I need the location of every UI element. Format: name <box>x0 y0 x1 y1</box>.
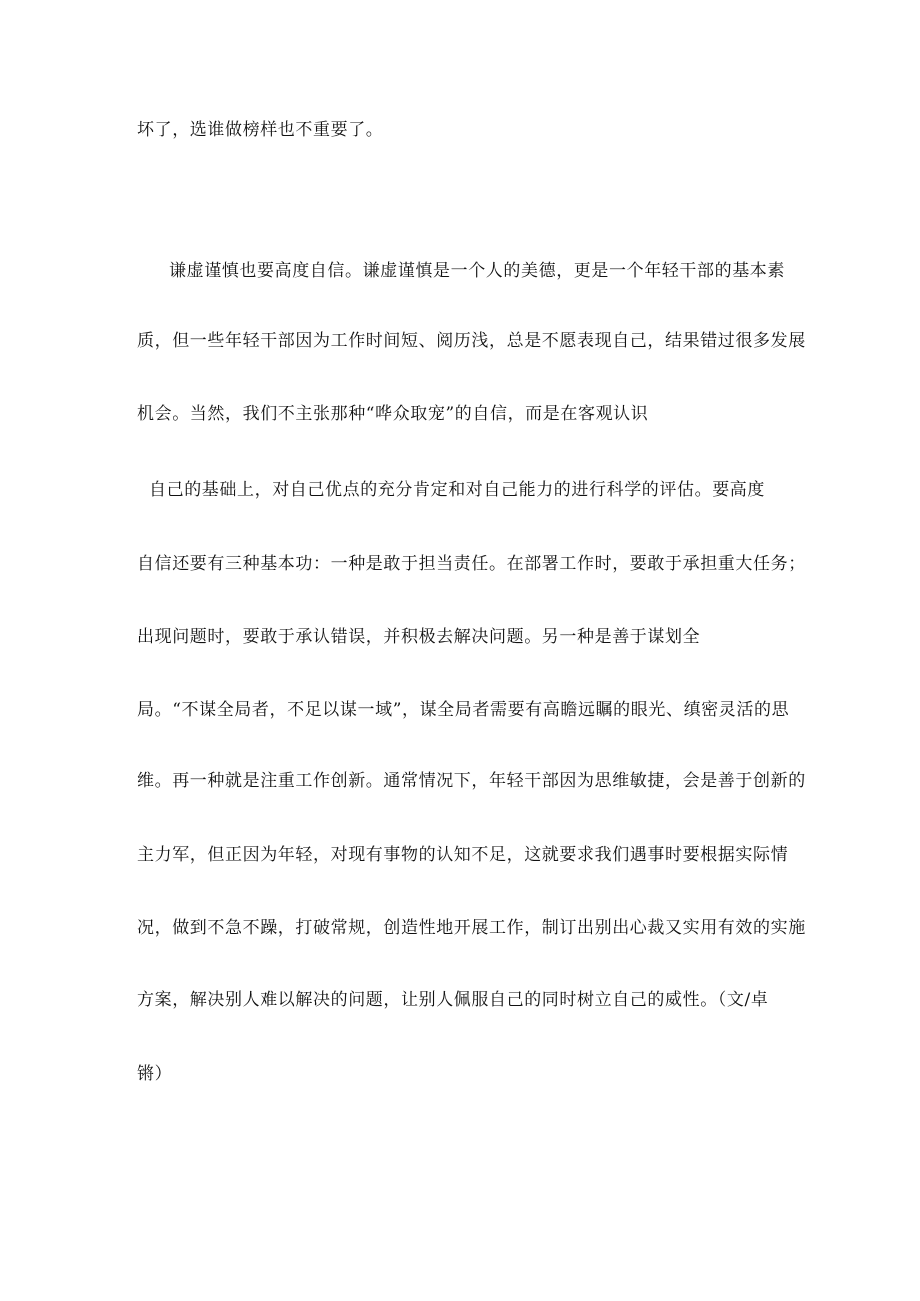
text-line: 局。“不谋全局者，不足以谋一域”，谋全局者需要有高瞻远瞩的眼光、缜密灵活的思 <box>137 700 790 720</box>
text-line: 质，但一些年轻干部因为工作时间短、阅历浅，总是不愿表现自己，结果错过很多发展 <box>137 331 806 351</box>
text-line: 出现问题时，要敢于承认错误，并积极去解决问题。另一种是善于谋划全 <box>137 627 701 647</box>
text-line: 维。再一种就是注重工作创新。通常情况下，年轻干部因为思维敏捷，会是善于创新的 <box>137 771 806 791</box>
text-line: 自信还要有三种基本功：一种是敢于担当责任。在部署工作时，要敢于承担重大任务； <box>137 554 806 574</box>
paragraph-first-line: 谦虚谨慎也要高度自信。谦虚谨慎是一个人的美德，更是一个年轻干部的基本素 <box>169 261 785 281</box>
text-line: 主力军，但正因为年轻，对现有事物的认知不足，这就要求我们遇事时要根据实际情 <box>137 845 789 865</box>
text-line: 锵） <box>137 1064 173 1084</box>
text-line: 况，做到不急不躁，打破常规，创造性地开展工作，制订出别出心裁又实用有效的实施 <box>137 918 806 938</box>
text-line: 方案，解决别人难以解决的问题，让别人佩服自己的同时树立自己的威性。（文/卓 <box>137 990 769 1010</box>
text-line: 坏了，选谁做榜样也不重要了。 <box>137 120 384 140</box>
text-line: 机会。当然，我们不主张那种“哗众取宠”的自信，而是在客观认识 <box>137 404 649 424</box>
text-line: 自己的基础上，对自己优点的充分肯定和对自己能力的进行科学的评估。要高度 <box>149 480 765 500</box>
